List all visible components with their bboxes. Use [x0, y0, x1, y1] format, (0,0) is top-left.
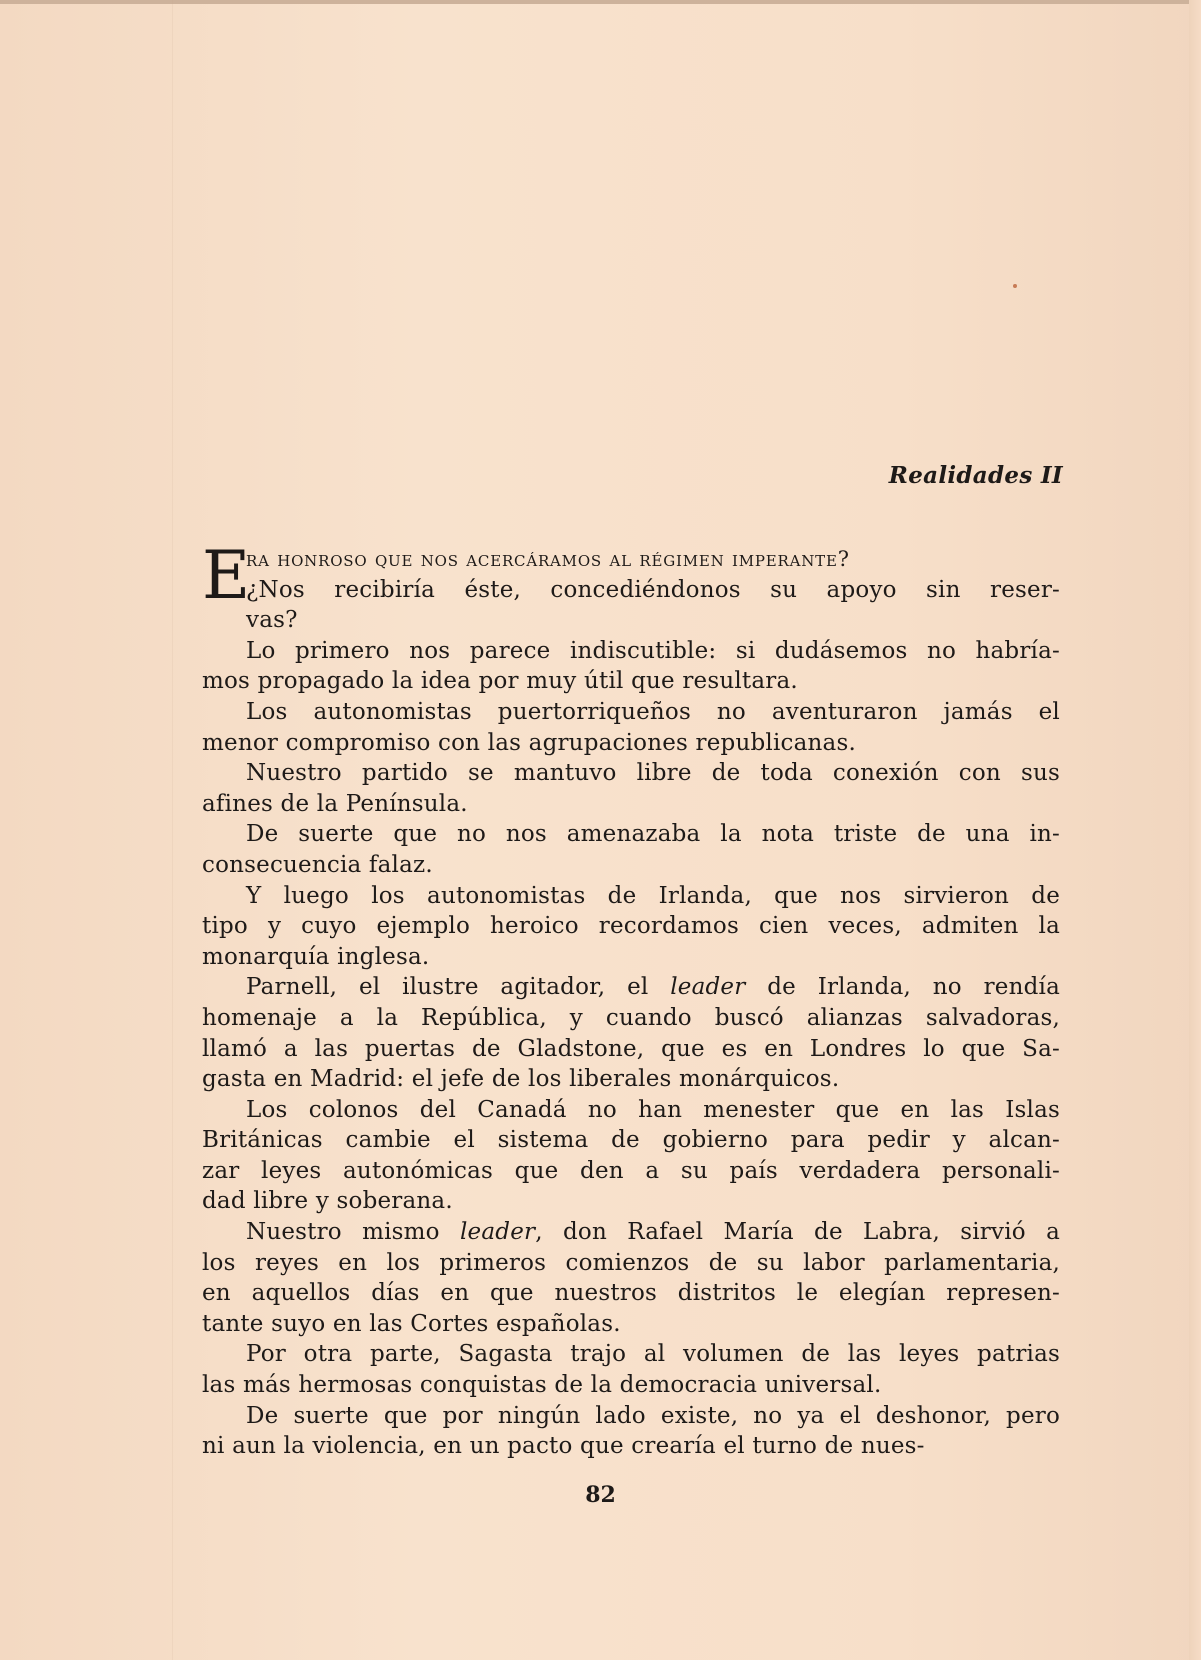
- paragraph-line: [202, 1248, 1060, 1279]
- paragraph-line: Por otra parte, Sagasta trajo al volumen de las leyes patrias: [246, 1341, 1060, 1368]
- paragraph-line: mos propagado la idea por muy útil que resultara.: [202, 668, 798, 695]
- paragraph-line: De suerte que no nos amenazaba la nota triste de una in-: [246, 821, 1060, 848]
- line-text: Nuestro mismo: [246, 1219, 460, 1246]
- paragraph-line: ni aun la violencia, en un pacto que crearía el turno de nues-: [202, 1433, 925, 1460]
- line-text: los reyes en los primeros comienzos de su labor parlamentaria,: [202, 1249, 1060, 1276]
- page-number: 82: [585, 1482, 616, 1508]
- running-head: Realidades II: [888, 462, 1063, 489]
- paragraph-line: Y luego los autonomistas de Irlanda, que nos sirvieron de: [246, 882, 1060, 909]
- paragraph: [202, 1339, 1060, 1400]
- paragraph-line: De suerte que por ningún lado existe, no ya el deshonor, pero: [246, 1402, 1060, 1429]
- line-text: llamó a las puertas de Gladstone, que es en Londres lo que Sa-: [202, 1035, 1060, 1062]
- opening-line-3: vas?: [246, 607, 298, 634]
- paragraph-line: Lo primero nos parece indiscutible: si dudásemos no habría-: [246, 637, 1060, 664]
- paragraph: [202, 758, 1060, 819]
- line-text: Parnell, el ilustre agitador, el: [246, 974, 671, 1001]
- paragraph: [202, 1217, 1060, 1339]
- opening-smallcaps: ra honroso que nos acercáramos al régimen imperante?: [246, 547, 850, 571]
- paragraph-line: [202, 1217, 1060, 1248]
- page-top-edge: [0, 0, 1201, 4]
- line-text: homenaje a la República, y cuando buscó alianzas salvadoras,: [202, 1004, 1060, 1031]
- paragraph-line: [202, 1064, 1060, 1095]
- paragraph-line: Británicas cambie el sistema de gobierno para pedir y alcan-: [202, 1127, 1060, 1154]
- italic-term: leader: [670, 974, 746, 1001]
- paragraph-line: tipo y cuyo ejemplo heroico recordamos cien veces, admiten la: [202, 913, 1060, 940]
- paragraph-line: Nuestro partido se mantuvo libre de toda conexión con sus: [246, 760, 1060, 787]
- paragraph: [202, 972, 1060, 1094]
- paragraph-line: Los colonos del Canadá no han menester que en las Islas: [246, 1096, 1060, 1123]
- line-text: gasta en Madrid: el jefe de los liberales monárquicos.: [202, 1066, 840, 1093]
- line-text: , don Rafael María de Labra, sirvió a: [535, 1219, 1060, 1246]
- paragraph-line: monarquía inglesa.: [202, 943, 430, 970]
- paragraph-line: las más hermosas conquistas de la democracia universal.: [202, 1372, 882, 1399]
- paragraph: [202, 697, 1060, 758]
- italic-term: leader: [460, 1219, 536, 1246]
- paragraph-line: consecuencia falaz.: [202, 851, 433, 878]
- opening-line-2: ¿Nos recibiría éste, concediéndonos su apoyo sin reser-: [246, 576, 1060, 603]
- paragraph-line: [202, 1278, 1060, 1309]
- opening-paragraph: [202, 537, 1060, 636]
- paragraph: [202, 881, 1060, 973]
- paragraph-line: Los autonomistas puertorriqueños no aventuraron jamás el: [246, 698, 1060, 725]
- paragraphs: [202, 636, 1060, 1462]
- paragraph: [202, 1401, 1060, 1462]
- drop-cap: E: [202, 537, 251, 614]
- paragraph-line: afines de la Península.: [202, 790, 468, 817]
- opening-line-1: [202, 544, 1060, 575]
- paragraph-line: dad libre y soberana.: [202, 1188, 453, 1215]
- page-right-edge: [1189, 0, 1201, 1660]
- paragraph-line: [202, 1034, 1060, 1065]
- binding-shadow: [172, 0, 173, 1660]
- line-text: en aquellos días en que nuestros distritos le elegían represen-: [202, 1280, 1060, 1307]
- paragraph: [202, 636, 1060, 697]
- line-text: de Irlanda, no rendía: [745, 974, 1060, 1001]
- body-text: [202, 537, 1060, 1462]
- paragraph-line: zar leyes autonómicas que den a su país verdadera personali-: [202, 1157, 1060, 1184]
- paragraph: [202, 819, 1060, 880]
- paragraph-line: [202, 1309, 1060, 1340]
- paragraph-line: [202, 1003, 1060, 1034]
- paragraph-line: [202, 972, 1060, 1003]
- line-text: tante suyo en las Cortes españolas.: [202, 1310, 621, 1337]
- paragraph: [202, 1095, 1060, 1217]
- paragraph-line: menor compromiso con las agrupaciones republicanas.: [202, 729, 856, 756]
- paper-speck: [1013, 284, 1017, 288]
